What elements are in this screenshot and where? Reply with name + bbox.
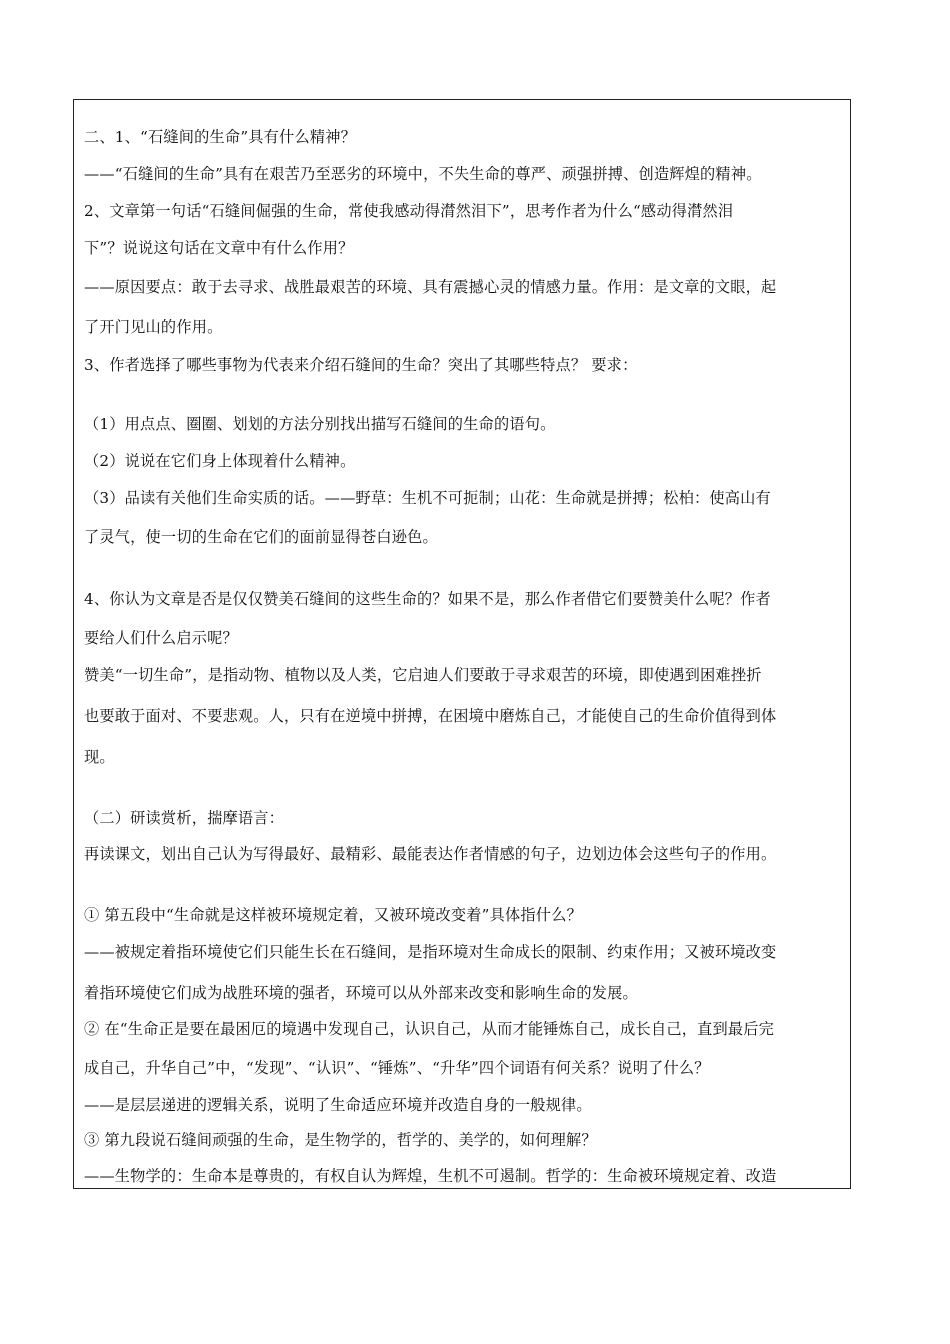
answer-2-2-line2: 了开门见山的作用。	[84, 318, 223, 336]
requirement-1: （1）用点点、圈圈、划划的方法分别找出描写石缝间的生命的语句。	[84, 415, 556, 433]
question-circle-3: ③ 第九段说石缝间顽强的生命，是生物学的，哲学的、美学的，如何理解？	[84, 1131, 597, 1149]
question-2-1: 二、1、“石缝间的生命”具有什么精神？	[84, 128, 356, 146]
question-2-2-line2: 下”？说说这句话在文章中有什么作用？	[84, 239, 354, 257]
question-circle-1: ① 第五段中“生命就是这样被环境规定着，又被环境改变着”具体指什么？	[84, 906, 582, 924]
answer-2-1: ——“石缝间的生命”具有在艰苦乃至恶劣的环境中，不失生命的尊严、顽强拼搏、创造辉煌的精神。	[84, 165, 762, 183]
answer-circle-2: ——是层层递进的逻辑关系，说明了生命适应环境并改造自身的一般规律。	[84, 1096, 592, 1114]
answer-2-4-line3: 现。	[84, 748, 115, 766]
answer-2-4-line2: 也要敢于面对、不要悲观。人，只有在逆境中拼搏，在困境中磨炼自己，才能使自己的生命价值得到体	[84, 707, 777, 725]
answer-circle-3-line1: ——生物学的：生命本是尊贵的，有权自认为辉煌，生机不可遏制。哲学的：生命被环境规定着、改造	[84, 1167, 777, 1185]
answer-2-4-line1: 赞美“一切生命”，是指动物、植物以及人类，它启迪人们要敢于寻求艰苦的环境，即使遇到困难挫折	[84, 666, 762, 684]
section-heading-2: （二）研读赏析，揣摩语言：	[84, 809, 285, 827]
question-circle-2-line2: 成自己，升华自己”中，“发现”、“认识”、“锤炼”、“升华”四个词语有何关系？说明了什么？	[84, 1059, 710, 1077]
answer-circle-1-line2: 着指环境使它们成为战胜环境的强者，环境可以从外部来改变和影响生命的发展。	[84, 984, 638, 1002]
requirement-2: （2）说说在它们身上体现着什么精神。	[84, 452, 356, 470]
requirement-3-line1: （3）品读有关他们生命实质的话。——野草：生机不可扼制；山花：生命就是拼搏；松柏：使高山有	[84, 489, 771, 507]
question-2-3: 3、作者选择了哪些事物为代表来介绍石缝间的生命？突出了其哪些特点？ 要求：	[84, 356, 638, 374]
requirement-3-line2: 了灵气，使一切的生命在它们的面前显得苍白逊色。	[84, 528, 438, 546]
question-2-2-line1: 2、文章第一句话“石缝间倔强的生命，常使我感动得潸然泪下”，思考作者为什么“感动得潸然泪	[84, 202, 734, 220]
question-2-4-line2: 要给人们什么启示呢？	[84, 629, 238, 647]
question-circle-2-line1: ② 在“生命正是要在最困厄的境遇中发现自己，认识自己，从而才能锤炼自己，成长自己，直到最后完	[84, 1020, 775, 1038]
answer-circle-1-line1: ——被规定着指环境使它们只能生长在石缝间，是指环境对生命成长的限制、约束作用；又被环境改变	[84, 943, 777, 961]
section-instruction: 再读课文，划出自己认为写得最好、最精彩、最能表达作者情感的句子，边划边体会这些句子的作用。	[84, 845, 777, 863]
question-2-4-line1: 4、你认为文章是否是仅仅赞美石缝间的这些生命的？如果不是，那么作者借它们要赞美什么呢？作者	[84, 590, 771, 608]
answer-2-2-line1: ——原因要点：敢于去寻求、战胜最艰苦的环境、具有震撼心灵的情感力量。作用：是文章的文眼，起	[84, 278, 777, 296]
